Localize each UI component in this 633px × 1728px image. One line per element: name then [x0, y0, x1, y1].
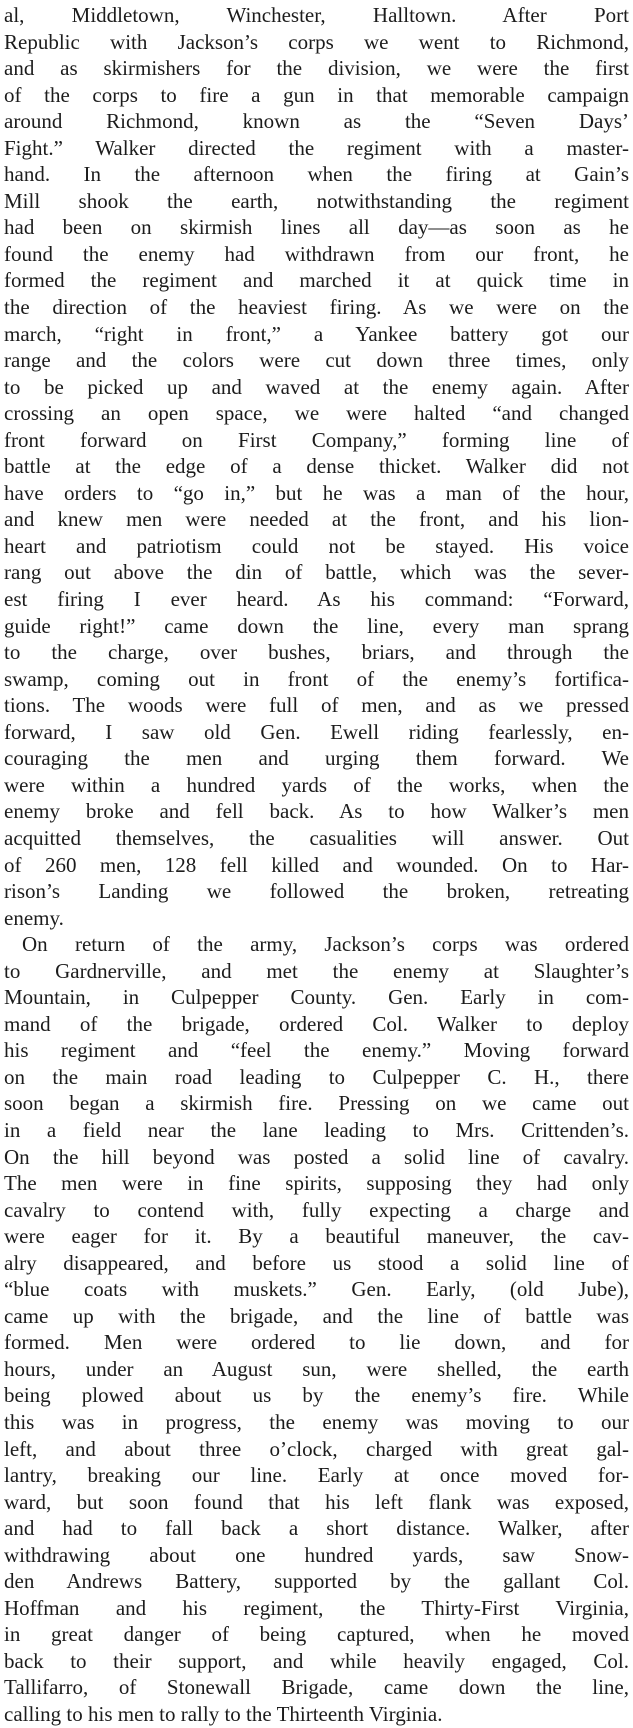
text-line: tions. The woods were full of men, and as we pressed	[4, 693, 629, 718]
paragraph	[4, 931, 629, 1727]
text-line: in great danger of being captured, when he moved	[4, 1622, 629, 1647]
text-line: left, and about three o’clock, charged with great gal-	[4, 1436, 629, 1461]
text-line: range and the colors were cut down three times, only	[4, 348, 629, 373]
text-line: “blue coats with muskets.” Gen. Early, (old Jube),	[4, 1277, 629, 1302]
text-line: were within a hundred yards of the works, when the	[4, 772, 629, 797]
text-line: al, Middletown, Winchester, Halltown. After Port	[4, 3, 629, 27]
text-line: ward, but soon found that his left flank was exposed,	[4, 1489, 629, 1514]
text-line: formed. Men were ordered to lie down, and for	[4, 1330, 629, 1355]
text-line: Mill shook the earth, notwithstanding the regiment	[4, 188, 629, 213]
text-line: march, “right in front,” a Yankee battery got our	[4, 321, 629, 346]
text-line: Mountain, in Culpepper County. Gen. Early in com-	[4, 985, 629, 1010]
text-line: Republic with Jackson’s corps we went to Richmond,	[4, 29, 629, 54]
text-line: alry disappeared, and before us stood a solid line of	[4, 1250, 629, 1275]
text-line: have orders to “go in,” but he was a man of the hour,	[4, 480, 629, 505]
text-line: guide right!” came down the line, every man sprang	[4, 613, 629, 638]
text-line: and had to fall back a short distance. Walker, after	[4, 1516, 629, 1541]
text-line: couraging the men and urging them forward. We	[4, 746, 629, 771]
text-line: enemy broke and fell back. As to how Walker’s men	[4, 799, 629, 824]
text-line: and as skirmishers for the division, we were the first	[4, 56, 629, 81]
text-line: being plowed about us by the enemy’s fire. While	[4, 1383, 629, 1408]
text-line: The men were in fine spirits, supposing they had only	[4, 1171, 629, 1196]
text-line: had been on skirmish lines all day—as soon as he	[4, 215, 629, 240]
text-line: to Gardnerville, and met the enemy at Slaughter’s	[4, 958, 629, 983]
text-line: Tallifarro, of Stonewall Brigade, came down the line,	[4, 1675, 629, 1700]
text-line: acquitted themselves, the casualities will answer. Out	[4, 825, 629, 850]
body-text	[4, 2, 629, 1728]
text-line: back to their support, and while heavily engaged, Col.	[4, 1648, 629, 1673]
paragraph	[4, 2, 629, 931]
text-line: around Richmond, known as the “Seven Days’	[4, 109, 629, 134]
text-line: of 260 men, 128 fell killed and wounded. On to Har-	[4, 852, 629, 877]
text-line: of the corps to fire a gun in that memorable campaign	[4, 82, 629, 107]
text-line: calling to his men to rally to the Thirteenth Virginia.	[4, 1702, 443, 1726]
text-line: hours, under an August sun, were shelled, the earth	[4, 1356, 629, 1381]
text-line: in a field near the lane leading to Mrs. Crittenden’s.	[4, 1117, 629, 1142]
text-line: to the charge, over bushes, briars, and through the	[4, 640, 629, 665]
text-line: were eager for it. By a beautiful maneuver, the cav-	[4, 1224, 629, 1249]
text-line: formed the regiment and marched it at quick time in	[4, 268, 629, 293]
text-line: soon began a skirmish fire. Pressing on we came out	[4, 1091, 629, 1116]
text-line: swamp, coming out in front of the enemy’s fortifica-	[4, 666, 629, 691]
text-line: to be picked up and waved at the enemy again. After	[4, 374, 629, 399]
text-line: the direction of the heaviest firing. As we were on the	[4, 295, 629, 320]
text-line: On the hill beyond was posted a solid line of cavalry.	[4, 1144, 629, 1169]
text-line: mand of the brigade, ordered Col. Walker to deploy	[4, 1011, 629, 1036]
text-line: crossing an open space, we were halted “and changed	[4, 401, 629, 426]
text-line: rang out above the din of battle, which was the sever-	[4, 560, 629, 585]
text-line: cavalry to contend with, fully expecting a charge and	[4, 1197, 629, 1222]
text-line: front forward on First Company,” forming line of	[4, 427, 629, 452]
text-line: On return of the army, Jackson’s corps was ordered	[22, 932, 629, 957]
text-line: heart and patriotism could not be stayed. His voice	[4, 533, 629, 558]
text-line: Fight.” Walker directed the regiment with a master-	[4, 135, 629, 160]
text-line: his regiment and “feel the enemy.” Moving forward	[4, 1038, 629, 1063]
text-line: den Andrews Battery, supported by the gallant Col.	[4, 1569, 629, 1594]
text-line: forward, I saw old Gen. Ewell riding fearlessly, en-	[4, 719, 629, 744]
text-line: Hoffman and his regiment, the Thirty-First Virginia,	[4, 1595, 629, 1620]
text-line: found the enemy had withdrawn from our front, he	[4, 241, 629, 266]
text-line: withdrawing about one hundred yards, saw Snow-	[4, 1542, 629, 1567]
text-line: and knew men were needed at the front, and his lion-	[4, 507, 629, 532]
text-line: this was in progress, the enemy was moving to our	[4, 1409, 629, 1434]
text-line: hand. In the afternoon when the firing at Gain’s	[4, 162, 629, 187]
text-line: battle at the edge of a dense thicket. Walker did not	[4, 454, 629, 479]
text-line: lantry, breaking our line. Early at once moved for-	[4, 1463, 629, 1488]
text-line: rison’s Landing we followed the broken, retreating	[4, 879, 629, 904]
text-line: est firing I ever heard. As his command: “Forward,	[4, 587, 629, 612]
text-line: enemy.	[4, 905, 64, 930]
text-line: came up with the brigade, and the line of battle was	[4, 1303, 629, 1328]
text-line: on the main road leading to Culpepper C. H., there	[4, 1064, 629, 1089]
